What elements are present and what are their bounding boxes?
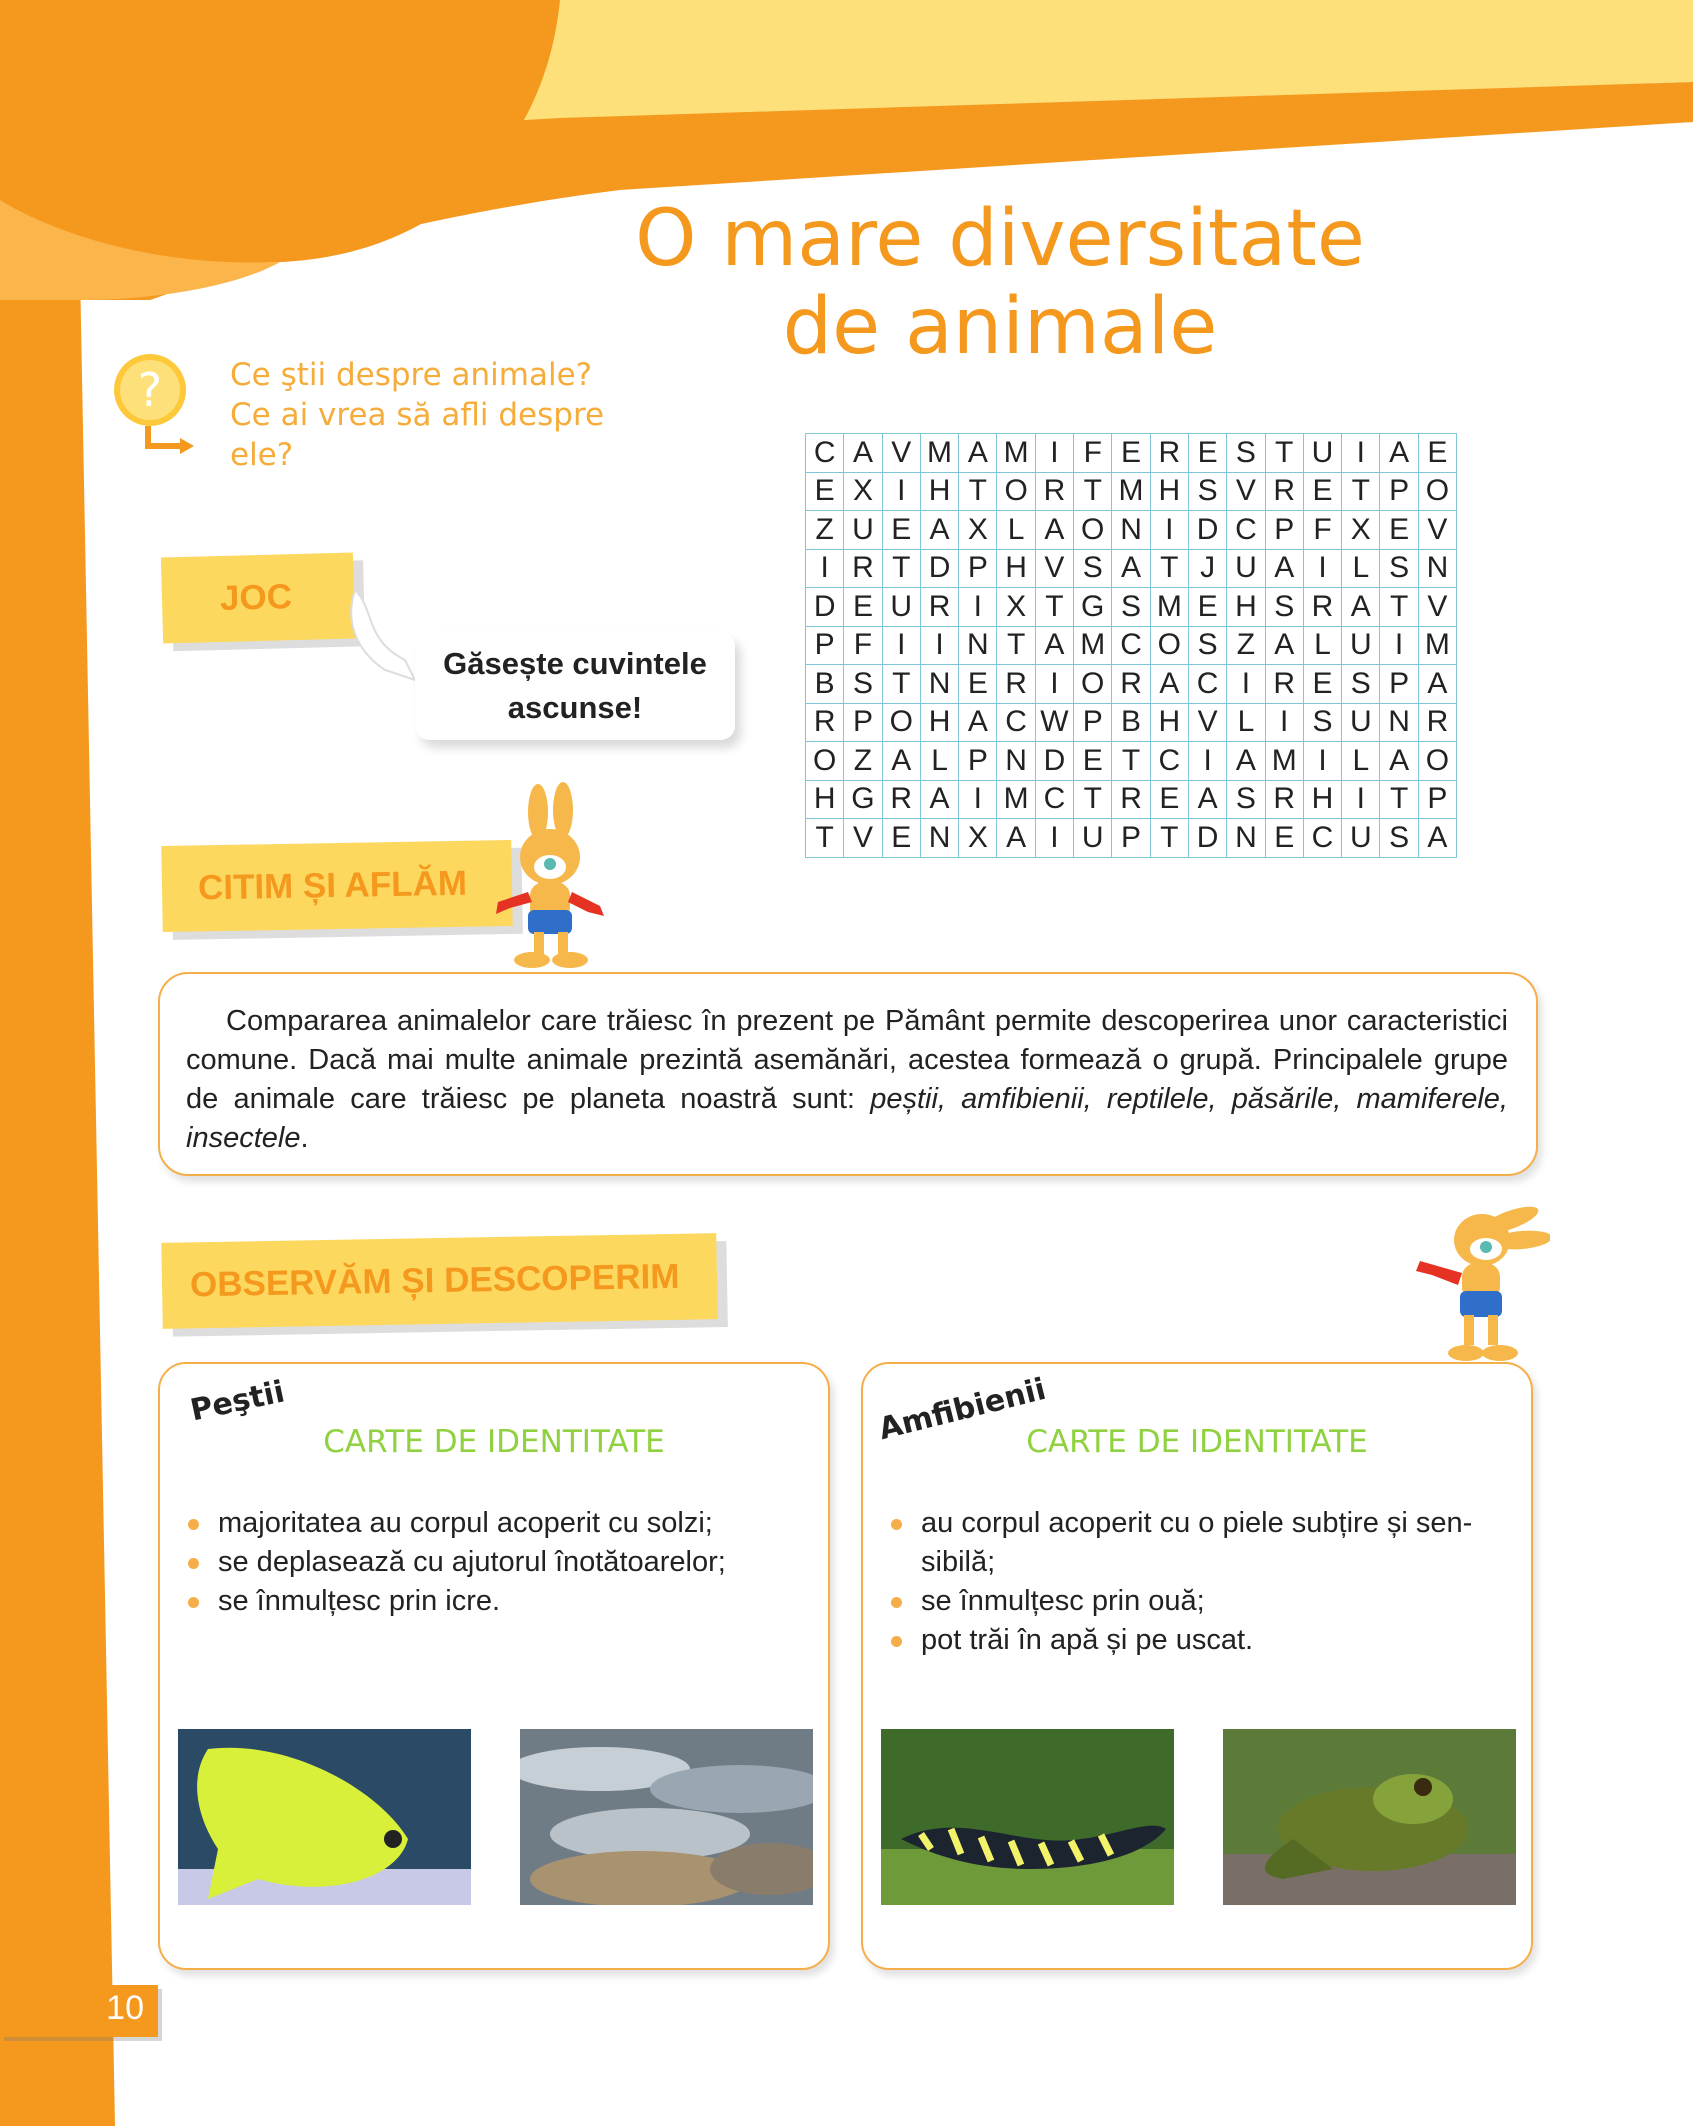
grid-cell[interactable]: T [882, 549, 920, 588]
grid-cell[interactable]: R [1265, 472, 1303, 511]
grid-cell[interactable]: C [1112, 626, 1150, 665]
grid-cell[interactable]: U [1074, 819, 1112, 858]
grid-cell[interactable]: I [1303, 742, 1341, 781]
grid-cell[interactable]: H [920, 472, 958, 511]
salamander-photo [881, 1729, 1174, 1905]
grid-cell[interactable]: T [1150, 549, 1188, 588]
grid-cell[interactable]: I [882, 472, 920, 511]
grid-cell[interactable]: I [806, 549, 844, 588]
amphibian-card-label: Amfibienii [875, 1371, 1050, 1448]
grid-cell[interactable]: V [882, 434, 920, 473]
grid-cell[interactable]: U [1342, 703, 1380, 742]
list-item: se înmulțesc prin icre. [182, 1582, 808, 1621]
grid-cell[interactable]: E [844, 588, 882, 627]
grid-cell[interactable]: V [1418, 588, 1456, 627]
grid-cell[interactable]: N [997, 742, 1035, 781]
grid-cell[interactable]: S [1188, 472, 1226, 511]
grid-cell[interactable]: S [1227, 434, 1265, 473]
grid-cell[interactable]: D [1188, 819, 1226, 858]
grid-cell[interactable]: I [1035, 665, 1073, 704]
question-text [230, 355, 650, 475]
grid-cell[interactable]: S [1303, 703, 1341, 742]
amphibian-card-subtitle: CARTE DE IDENTITATE [1026, 1424, 1368, 1460]
grid-cell[interactable]: T [1074, 780, 1112, 819]
page-number-label: 10 [106, 1989, 144, 2027]
grid-cell[interactable]: N [1112, 511, 1150, 550]
grid-cell[interactable]: E [1150, 780, 1188, 819]
grid-cell[interactable]: R [882, 780, 920, 819]
grid-cell[interactable]: L [997, 511, 1035, 550]
game-tag [161, 553, 355, 644]
grid-cell[interactable]: X [959, 819, 997, 858]
rabbit-mascot-icon [488, 782, 618, 972]
grid-cell[interactable]: A [844, 434, 882, 473]
grid-cell[interactable]: X [1342, 511, 1380, 550]
grid-cell[interactable]: A [1265, 549, 1303, 588]
grid-row [806, 626, 1457, 665]
grid-cell[interactable]: N [959, 626, 997, 665]
grid-cell[interactable]: O [1418, 472, 1456, 511]
grid-cell[interactable]: P [1265, 511, 1303, 550]
grid-cell[interactable]: A [1342, 588, 1380, 627]
amphibian-card-list [885, 1504, 1511, 1660]
grid-cell[interactable]: H [1150, 703, 1188, 742]
grid-cell[interactable]: E [1074, 742, 1112, 781]
grid-cell[interactable]: O [1150, 626, 1188, 665]
grid-cell[interactable]: H [1150, 472, 1188, 511]
grid-cell[interactable]: M [1074, 626, 1112, 665]
grid-cell[interactable]: R [1418, 703, 1456, 742]
fish-card-list [182, 1504, 808, 1621]
grid-cell[interactable]: A [1112, 549, 1150, 588]
info-text-main: Compararea animalelor care trăiesc în prezent pe Pământ permite descoperirea unor caracteristici comune. Dacă mai multe animale prezintă asemănări, acestea formează o grupă. Principalele grupe de animale care trăiesc pe planeta noastră sunt: [186, 1005, 1508, 1115]
grid-cell[interactable]: D [806, 588, 844, 627]
grid-cell[interactable]: N [1418, 549, 1456, 588]
grid-cell[interactable]: E [882, 819, 920, 858]
grid-cell[interactable]: N [920, 665, 958, 704]
grid-cell[interactable]: E [1418, 434, 1456, 473]
grid-cell[interactable]: E [1188, 588, 1226, 627]
grid-cell[interactable]: A [1418, 819, 1456, 858]
grid-cell[interactable]: T [882, 665, 920, 704]
grid-cell[interactable]: L [920, 742, 958, 781]
grid-cell[interactable]: B [1112, 703, 1150, 742]
grid-cell[interactable]: T [806, 819, 844, 858]
grid-cell[interactable]: U [844, 511, 882, 550]
grid-cell[interactable]: F [1303, 511, 1341, 550]
list-item: se înmulțesc prin ouă; [885, 1582, 1511, 1621]
grid-cell[interactable]: D [1035, 742, 1073, 781]
grid-cell[interactable]: P [844, 703, 882, 742]
grid-cell[interactable]: M [1418, 626, 1456, 665]
grid-cell[interactable]: S [1380, 549, 1418, 588]
grid-cell[interactable]: X [844, 472, 882, 511]
question-line-1: Ce ştii despre animale? [230, 357, 593, 393]
amphibian-identity-card [861, 1362, 1533, 1970]
grid-cell[interactable]: T [1074, 472, 1112, 511]
grid-cell[interactable]: A [1188, 780, 1226, 819]
grid-cell[interactable]: I [1035, 434, 1073, 473]
grid-cell[interactable]: N [1227, 819, 1265, 858]
grid-cell[interactable]: E [882, 511, 920, 550]
grid-cell[interactable]: L [1303, 626, 1341, 665]
grid-row [806, 588, 1457, 627]
list-item: pot trăi în apă și pe uscat. [885, 1621, 1511, 1660]
grid-cell[interactable]: S [1265, 588, 1303, 627]
observe-tag-label: OBSERVĂM ȘI DESCOPERIM [189, 1256, 680, 1305]
grid-cell[interactable]: S [1342, 665, 1380, 704]
question-line-3: ele? [230, 437, 294, 473]
grid-cell[interactable]: U [882, 588, 920, 627]
grid-cell[interactable]: I [959, 588, 997, 627]
grid-cell[interactable]: C [997, 703, 1035, 742]
grid-cell[interactable]: S [1188, 626, 1226, 665]
grid-cell[interactable]: A [1380, 434, 1418, 473]
game-instruction-bubble [415, 632, 735, 740]
list-item: au corpul acoperit cu o piele subțire și sensibilă; [885, 1504, 1511, 1582]
grid-cell[interactable]: T [1380, 780, 1418, 819]
grid-cell[interactable]: M [997, 780, 1035, 819]
grid-cell[interactable]: P [1380, 472, 1418, 511]
question-line-2: Ce ai vrea să afli despre [230, 397, 605, 433]
grid-cell[interactable]: P [806, 626, 844, 665]
svg-text:?: ? [137, 363, 163, 417]
grid-cell[interactable]: U [1303, 434, 1341, 473]
grid-cell[interactable]: A [1035, 511, 1073, 550]
grid-cell[interactable]: U [1342, 626, 1380, 665]
grid-cell[interactable]: V [1418, 511, 1456, 550]
grid-cell[interactable]: F [1074, 434, 1112, 473]
grid-cell[interactable]: S [1227, 780, 1265, 819]
grid-cell[interactable]: P [1380, 665, 1418, 704]
fish-card-subtitle: CARTE DE IDENTITATE [323, 1424, 665, 1460]
grid-cell[interactable]: T [1342, 472, 1380, 511]
frog-photo [1223, 1729, 1516, 1905]
grid-cell[interactable]: R [1265, 780, 1303, 819]
grid-cell[interactable]: G [844, 780, 882, 819]
info-text-end: . [300, 1122, 309, 1154]
grid-row [806, 819, 1457, 858]
rabbit-mascot-icon [1410, 1195, 1550, 1370]
grid-cell[interactable]: O [1074, 665, 1112, 704]
grid-cell[interactable]: N [1380, 703, 1418, 742]
title-line-1: O mare diversitate [635, 194, 1365, 284]
info-text [186, 1002, 1508, 1158]
grid-cell[interactable]: A [1380, 742, 1418, 781]
game-tag-label: JOC [219, 577, 293, 618]
grid-cell[interactable]: O [1418, 742, 1456, 781]
grid-cell[interactable]: C [1227, 511, 1265, 550]
grid-cell[interactable]: T [997, 626, 1035, 665]
grid-cell[interactable]: R [997, 665, 1035, 704]
grid-cell[interactable]: E [959, 665, 997, 704]
grid-cell[interactable]: X [959, 511, 997, 550]
grid-cell[interactable]: R [920, 588, 958, 627]
grid-cell[interactable]: I [882, 626, 920, 665]
instruction-line-1: Găsește cuvintele [443, 646, 707, 681]
grid-cell[interactable]: O [1074, 511, 1112, 550]
grid-cell[interactable]: J [1188, 549, 1226, 588]
grid-row [806, 703, 1457, 742]
grid-cell[interactable]: E [1188, 434, 1226, 473]
grid-cell[interactable]: V [1035, 549, 1073, 588]
grid-cell[interactable]: V [1188, 703, 1226, 742]
fish-group-photo [520, 1729, 813, 1905]
grid-cell[interactable]: A [959, 703, 997, 742]
grid-cell[interactable]: G [1074, 588, 1112, 627]
grid-cell[interactable]: E [1303, 665, 1341, 704]
grid-cell[interactable]: N [920, 819, 958, 858]
read-tag-label: CITIM ȘI AFLĂM [197, 863, 468, 908]
info-box [158, 972, 1538, 1176]
read-tag [161, 840, 512, 932]
title-line-2: de animale [782, 282, 1218, 372]
grid-cell[interactable]: A [920, 780, 958, 819]
grid-cell[interactable]: C [1303, 819, 1341, 858]
grid-row [806, 511, 1457, 550]
grid-cell[interactable]: C [1035, 780, 1073, 819]
grid-cell[interactable]: E [1380, 511, 1418, 550]
grid-cell[interactable]: H [1227, 588, 1265, 627]
grid-cell[interactable]: W [1035, 703, 1073, 742]
grid-cell[interactable]: A [882, 742, 920, 781]
grid-cell[interactable]: I [1265, 703, 1303, 742]
grid-cell[interactable]: I [920, 626, 958, 665]
grid-cell[interactable]: P [1074, 703, 1112, 742]
grid-cell[interactable]: I [1342, 434, 1380, 473]
grid-cell[interactable]: L [1342, 549, 1380, 588]
grid-cell[interactable]: S [1380, 819, 1418, 858]
fish-card-label: Peştii [187, 1374, 288, 1429]
grid-cell[interactable]: H [920, 703, 958, 742]
grid-cell[interactable]: E [1112, 434, 1150, 473]
grid-cell[interactable]: T [1035, 588, 1073, 627]
grid-cell[interactable]: S [844, 665, 882, 704]
grid-cell[interactable]: O [882, 703, 920, 742]
grid-cell[interactable]: R [806, 703, 844, 742]
grid-cell[interactable]: R [1303, 588, 1341, 627]
grid-cell[interactable]: P [959, 742, 997, 781]
grid-cell[interactable]: D [1188, 511, 1226, 550]
grid-cell[interactable]: R [844, 549, 882, 588]
grid-cell[interactable]: A [1418, 665, 1456, 704]
grid-cell[interactable]: I [1342, 780, 1380, 819]
grid-cell[interactable]: I [1303, 549, 1341, 588]
grid-cell[interactable]: L [1227, 703, 1265, 742]
grid-cell[interactable]: C [1150, 742, 1188, 781]
grid-cell[interactable]: P [1112, 819, 1150, 858]
grid-cell[interactable]: H [997, 549, 1035, 588]
grid-cell[interactable]: C [1188, 665, 1226, 704]
grid-cell[interactable]: T [1150, 819, 1188, 858]
grid-row [806, 434, 1457, 473]
grid-cell[interactable]: O [997, 472, 1035, 511]
grid-cell[interactable]: V [844, 819, 882, 858]
grid-cell[interactable]: A [1227, 742, 1265, 781]
grid-cell[interactable]: M [997, 434, 1035, 473]
grid-cell[interactable]: E [1303, 472, 1341, 511]
grid-cell[interactable]: S [1112, 588, 1150, 627]
yellow-fish-photo [178, 1729, 471, 1905]
page-number [0, 1985, 158, 2037]
grid-cell[interactable]: U [1342, 819, 1380, 858]
grid-cell[interactable]: M [1265, 742, 1303, 781]
grid-cell[interactable]: F [844, 626, 882, 665]
grid-cell[interactable]: M [1150, 588, 1188, 627]
grid-cell[interactable]: A [920, 511, 958, 550]
grid-cell[interactable]: R [1265, 665, 1303, 704]
grid-cell[interactable]: L [1342, 742, 1380, 781]
grid-cell[interactable]: I [1227, 665, 1265, 704]
info-text-groups: peștii, amfibienii, reptilele, păsările, mamiferele, insectele [186, 1083, 1508, 1154]
grid-cell[interactable]: S [1074, 549, 1112, 588]
grid-row [806, 780, 1457, 819]
grid-row [806, 665, 1457, 704]
list-item: majoritatea au corpul acoperit cu solzi; [182, 1504, 808, 1543]
grid-cell[interactable]: A [1035, 626, 1073, 665]
word-search-grid [805, 433, 1457, 858]
grid-cell[interactable]: H [1303, 780, 1341, 819]
grid-cell[interactable]: Z [806, 511, 844, 550]
grid-cell[interactable]: R [1150, 434, 1188, 473]
grid-cell[interactable]: R [1035, 472, 1073, 511]
grid-cell[interactable]: I [1380, 626, 1418, 665]
grid-cell[interactable]: M [920, 434, 958, 473]
grid-cell[interactable]: A [997, 819, 1035, 858]
grid-cell[interactable]: Z [1227, 626, 1265, 665]
grid-cell[interactable]: E [1265, 819, 1303, 858]
grid-cell[interactable]: U [1227, 549, 1265, 588]
grid-cell[interactable]: O [806, 742, 844, 781]
grid-cell[interactable]: I [959, 780, 997, 819]
grid-cell[interactable]: A [959, 434, 997, 473]
fish-identity-card [158, 1362, 830, 1970]
grid-cell[interactable]: T [1380, 588, 1418, 627]
observe-tag [161, 1233, 717, 1329]
list-item: se deplasează cu ajutorul înotătoarelor; [182, 1543, 808, 1582]
grid-cell[interactable]: P [1418, 780, 1456, 819]
grid-cell[interactable]: I [1188, 742, 1226, 781]
grid-cell[interactable]: P [959, 549, 997, 588]
page-title [560, 195, 1440, 371]
grid-row [806, 549, 1457, 588]
grid-cell[interactable]: T [1112, 742, 1150, 781]
grid-cell[interactable]: E [806, 472, 844, 511]
grid-cell[interactable]: I [1035, 819, 1073, 858]
grid-cell[interactable]: R [1112, 780, 1150, 819]
question-icon [110, 350, 200, 460]
grid-cell[interactable]: M [1112, 472, 1150, 511]
grid-row [806, 742, 1457, 781]
grid-cell[interactable]: R [1112, 665, 1150, 704]
grid-cell[interactable]: T [1265, 434, 1303, 473]
instruction-line-2: ascunse! [507, 690, 643, 725]
grid-cell[interactable]: Z [844, 742, 882, 781]
grid-row [806, 472, 1457, 511]
grid-cell[interactable]: X [997, 588, 1035, 627]
grid-cell[interactable]: T [959, 472, 997, 511]
grid-cell[interactable]: A [1265, 626, 1303, 665]
grid-cell[interactable]: A [1150, 665, 1188, 704]
grid-cell[interactable]: B [806, 665, 844, 704]
grid-cell[interactable]: C [806, 434, 844, 473]
grid-cell[interactable]: D [920, 549, 958, 588]
grid-cell[interactable]: V [1227, 472, 1265, 511]
grid-cell[interactable]: I [1150, 511, 1188, 550]
grid-cell[interactable]: H [806, 780, 844, 819]
